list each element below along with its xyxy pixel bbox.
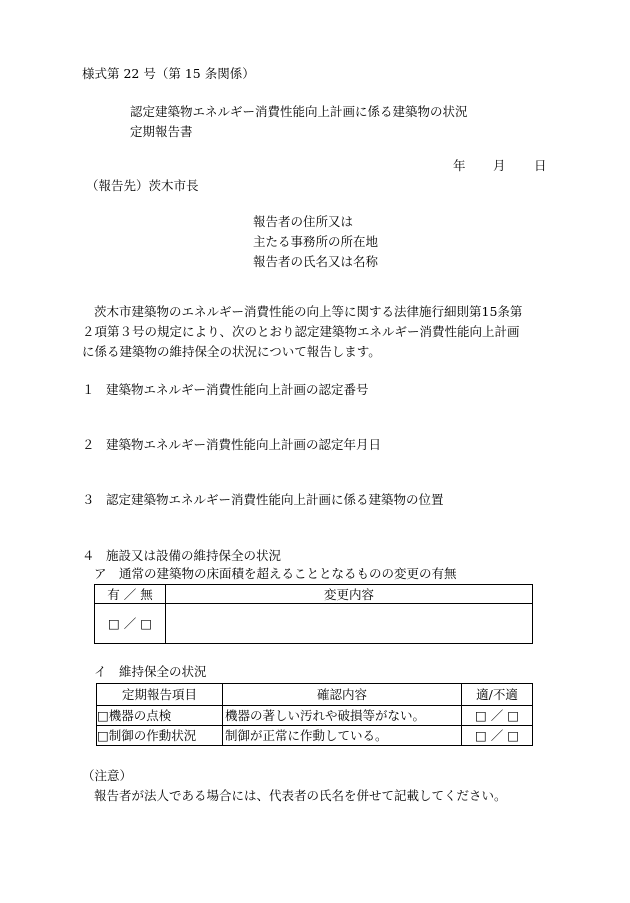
row-check: 機器の著しい汚れや破損等がない。 xyxy=(223,706,462,726)
table-row xyxy=(97,726,533,746)
form-number: 様式第 22 号（第 15 条関係） xyxy=(82,66,255,81)
row-result[interactable]: □ ／ □ xyxy=(462,726,533,746)
date-day: 日 xyxy=(534,158,547,173)
row-result[interactable]: □ ／ □ xyxy=(462,706,533,726)
section-a-title: ア 通常の建築物の床面積を超えることとなるものの変更の有無 xyxy=(94,566,457,581)
row-item[interactable]: □制御の作動状況 xyxy=(97,726,223,746)
change-content-field[interactable] xyxy=(166,604,533,644)
date-year: 年 xyxy=(453,158,466,173)
header-report-item: 定期報告項目 xyxy=(97,684,223,706)
body-text-line3: に係る建築物の維持保全の状況について報告します。 xyxy=(82,344,381,359)
header-change-content: 変更内容 xyxy=(166,585,533,604)
item3-number: ３ xyxy=(82,492,95,507)
header-result: 適/不適 xyxy=(462,684,533,706)
change-table xyxy=(94,584,533,644)
reporter-address-label: 報告者の住所又は xyxy=(253,214,354,229)
item1-label: 建築物エネルギー消費性能向上計画の認定番号 xyxy=(106,382,369,397)
section-i-title: イ 維持保全の状況 xyxy=(94,664,207,679)
item2-label: 建築物エネルギー消費性能向上計画の認定年月日 xyxy=(106,437,382,452)
reporter-name-label: 報告者の氏名又は名称 xyxy=(253,254,379,269)
body-text-line2: ２項第３号の規定により、次のとおり認定建築物エネルギー消費性能向上計画 xyxy=(82,324,520,339)
item4-number: ４ xyxy=(82,548,95,563)
report-title-line1: 認定建築物エネルギー消費性能向上計画に係る建築物の状況 xyxy=(130,104,468,119)
notes-text: 報告者が法人である場合には、代表者の氏名を併せて記載してください。 xyxy=(94,788,507,803)
body-text-line1: 茨木市建築物のエネルギー消費性能の向上等に関する法律施行細則第15条第 xyxy=(94,304,523,319)
presence-checkboxes[interactable]: □ ／ □ xyxy=(95,604,166,644)
table-row xyxy=(97,706,533,726)
reporter-office-label: 主たる事務所の所在地 xyxy=(253,234,379,249)
item2-number: ２ xyxy=(82,437,95,452)
row-check: 制御が正常に作動している。 xyxy=(223,726,462,746)
report-title-line2: 定期報告書 xyxy=(130,124,193,139)
item3-label: 認定建築物エネルギー消費性能向上計画に係る建築物の位置 xyxy=(106,492,444,507)
row-item[interactable]: □機器の点検 xyxy=(97,706,223,726)
header-check-content: 確認内容 xyxy=(223,684,462,706)
maintenance-table xyxy=(96,683,533,746)
item4-label: 施設又は設備の維持保全の状況 xyxy=(106,548,282,563)
notes-heading: （注意） xyxy=(82,768,133,783)
item1-number: １ xyxy=(82,382,95,397)
header-presence: 有 ／ 無 xyxy=(95,585,166,604)
addressee: （報告先）茨木市長 xyxy=(86,178,199,193)
date-month: 月 xyxy=(493,158,506,173)
